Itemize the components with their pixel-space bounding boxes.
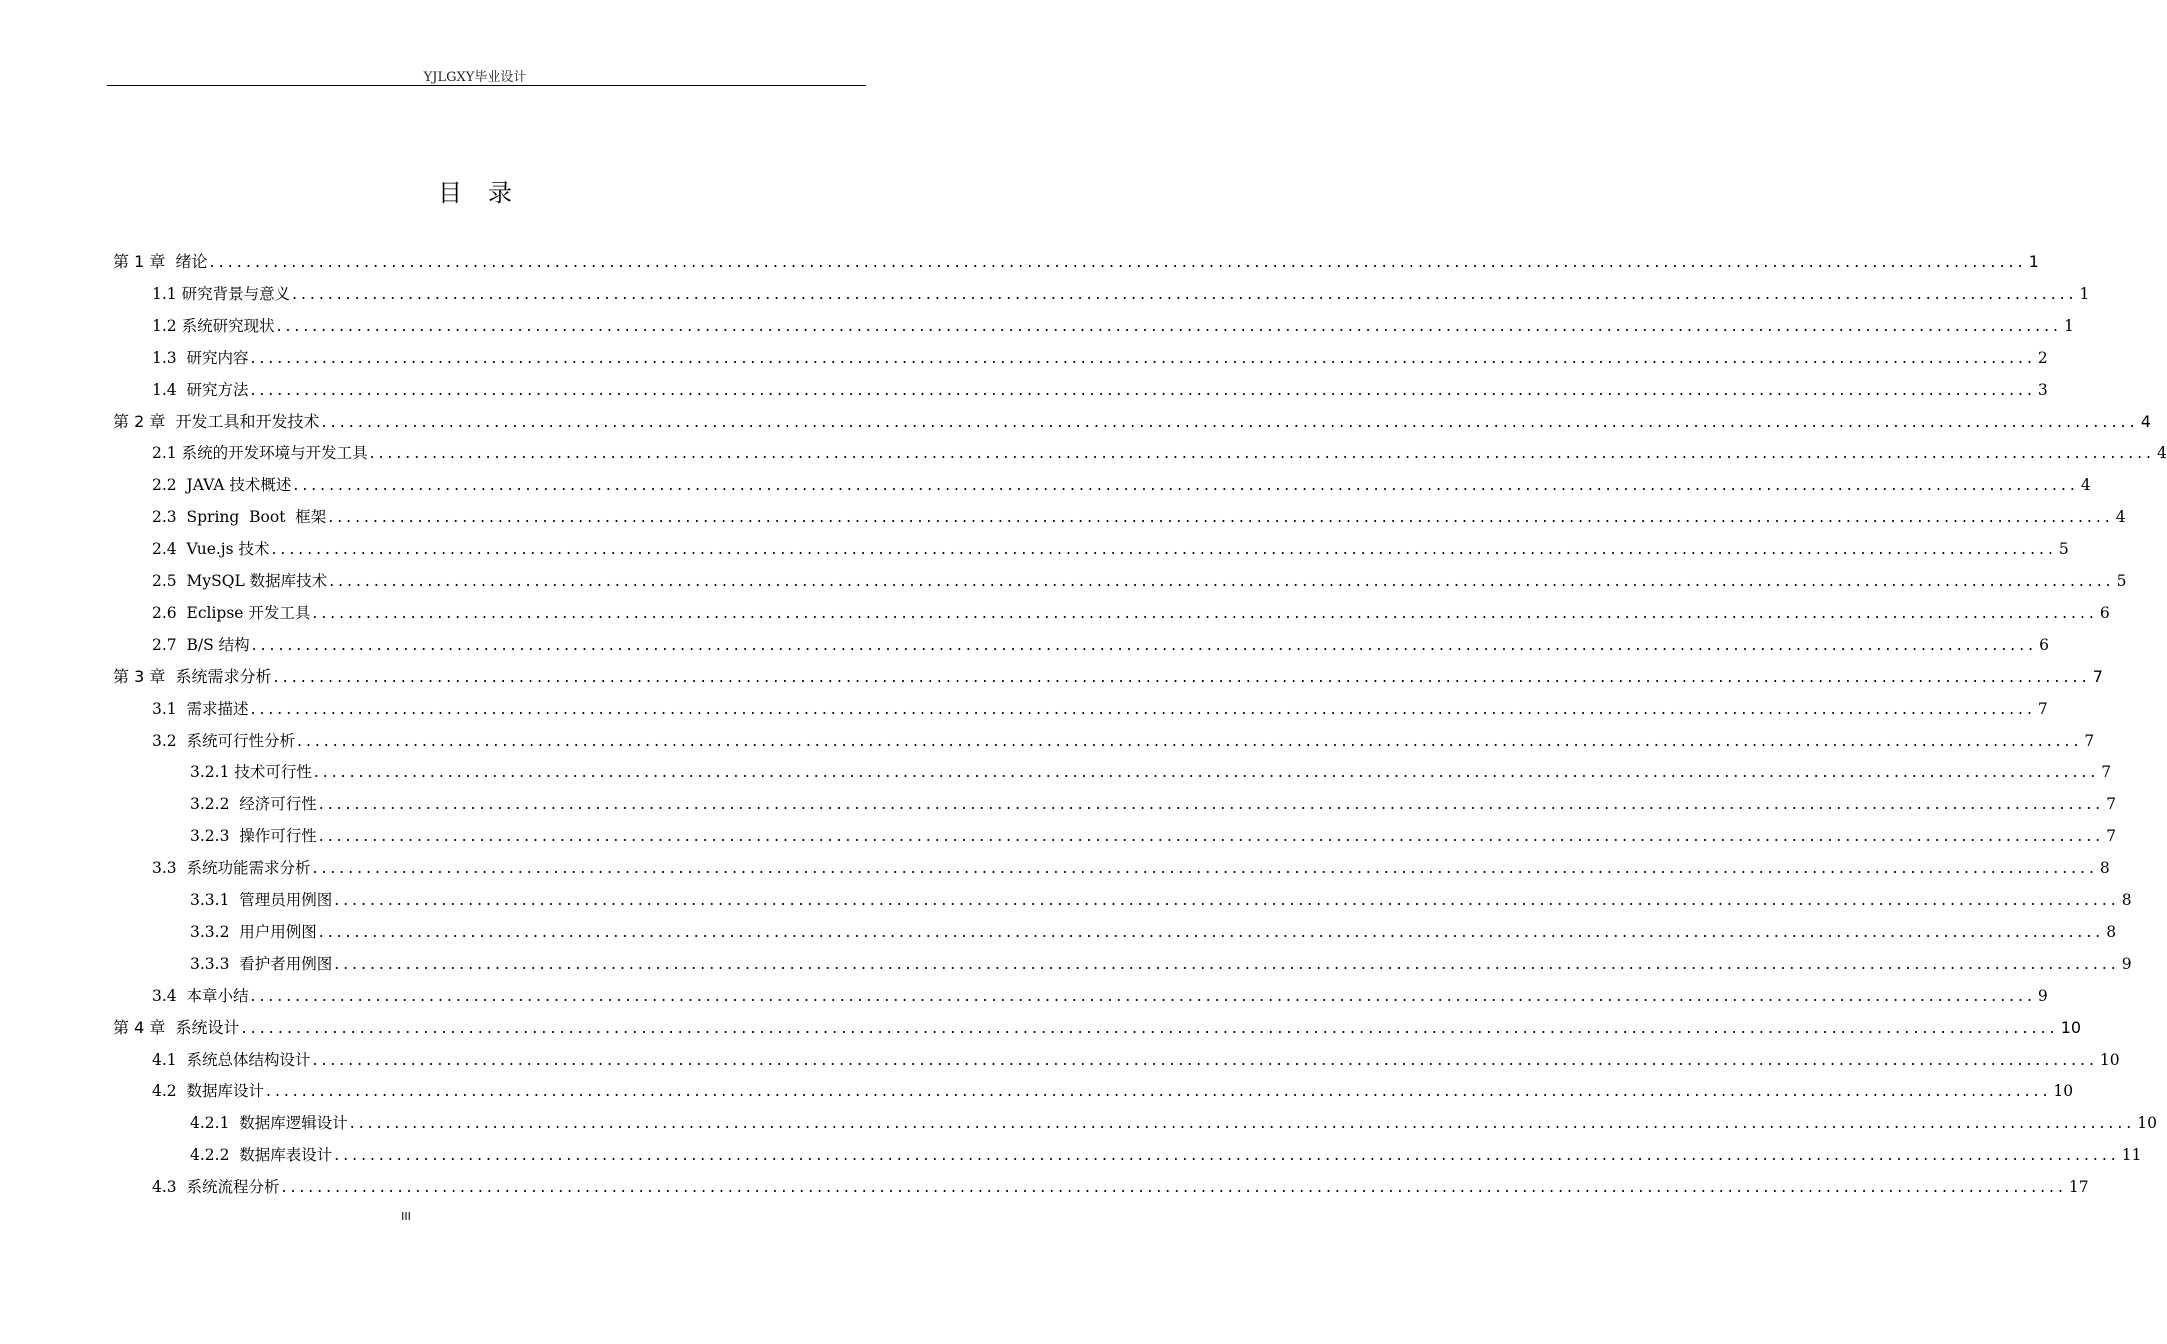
toc-leader-dots: ........................................................................................................................................................................................................ xyxy=(250,348,2036,367)
toc-entry-page: 10 xyxy=(2099,1050,2120,1069)
toc-entry[interactable] xyxy=(113,1010,2082,1040)
toc-leader-dots: ........................................................................................................................................................................................................ xyxy=(318,795,2105,814)
toc-entry-label: 3.2 系统可行性分析 xyxy=(152,731,296,750)
toc-leader-dots: ........................................................................................................................................................................................................ xyxy=(271,540,2057,559)
toc-entry-label: 3.3.3 看护者用例图 xyxy=(190,954,333,973)
toc-entry[interactable] xyxy=(152,340,2048,370)
toc-leader-dots: ........................................................................................................................................................................................................ xyxy=(250,380,2036,399)
toc-entry-page: 7 xyxy=(2092,666,2103,686)
toc-entry-label: 3.2.3 操作可行性 xyxy=(190,827,317,846)
toc-entry-page: 4 xyxy=(2080,476,2091,495)
toc-entry-label: 2.1 系统的开发环境与开发工具 xyxy=(152,444,368,463)
toc-leader-dots: ........................................................................................................................................................................................................ xyxy=(251,635,2038,654)
toc-entry-label: 4.1 系统总体结构设计 xyxy=(152,1050,311,1069)
toc-entry-page: 9 xyxy=(2037,986,2048,1005)
toc-leader-dots: ........................................................................................................................................................................................................ xyxy=(312,859,2098,878)
toc-leader-dots: ........................................................................................................................................................................................................ xyxy=(328,508,2114,527)
toc-entry[interactable] xyxy=(152,850,2110,880)
toc-entry-page: 11 xyxy=(2121,1146,2142,1165)
toc-entry-page: 8 xyxy=(2099,859,2110,878)
toc-entry[interactable] xyxy=(113,244,2039,274)
toc-entry-page: 6 xyxy=(2039,635,2049,654)
toc-entry-label: 4.2 数据库设计 xyxy=(152,1082,265,1101)
toc-entry[interactable] xyxy=(190,818,2117,848)
toc-entry-page: 9 xyxy=(2121,954,2132,973)
toc-entry-page: 10 xyxy=(2137,1114,2157,1133)
toc-entry-label: 第 4 章 系统设计 xyxy=(113,1017,240,1037)
toc-entry[interactable] xyxy=(152,1042,2120,1072)
toc-title xyxy=(0,178,950,208)
toc-leader-dots: ........................................................................................................................................................................................................ xyxy=(209,252,2027,271)
toc-leader-dots: ........................................................................................................................................................................................................ xyxy=(329,572,2115,590)
toc-entry-label: 3.2.1 技术可行性 xyxy=(190,763,312,782)
toc-entry-page: 1 xyxy=(2028,252,2039,271)
toc-entry-label: 2.6 Eclipse 开发工具 xyxy=(152,603,311,622)
toc-entry-page: 7 xyxy=(2106,827,2117,846)
toc-entry-page: 10 xyxy=(2060,1017,2082,1037)
toc-entry-label: 1.1 研究背景与意义 xyxy=(152,284,291,303)
toc-entry[interactable] xyxy=(152,978,2048,1008)
toc-entry-label: 4.2.2 数据库表设计 xyxy=(190,1146,333,1165)
toc-leader-dots: ........................................................................................................................................................................................................ xyxy=(321,411,2139,431)
toc-leader-dots: ........................................................................................................................................................................................................ xyxy=(334,1146,2120,1165)
toc-entry-label: 3.3.1 管理员用例图 xyxy=(190,891,333,909)
toc-entry-page: 3 xyxy=(2037,380,2048,399)
toc-entry[interactable] xyxy=(152,308,2074,338)
toc-entry-label: 3.1 需求描述 xyxy=(152,699,249,718)
toc-leader-dots: ........................................................................................................................................................................................................ xyxy=(250,699,2036,718)
toc-entry[interactable] xyxy=(190,1105,2157,1135)
toc-entry[interactable] xyxy=(152,276,2090,306)
toc-entry-label: 第 2 章 开发工具和开发技术 xyxy=(113,411,320,431)
toc-entry-label: 2.7 B/S 结构 xyxy=(152,635,250,654)
toc-leader-dots: ........................................................................................................................................................................................................ xyxy=(273,666,2091,686)
toc-leader-dots: ........................................................................................................................................................................................................ xyxy=(292,284,2078,303)
toc-entry-page: 10 xyxy=(2053,1082,2074,1101)
toc-entry[interactable] xyxy=(152,1169,2089,1199)
toc-entry-page: 7 xyxy=(2084,731,2095,750)
toc-entry-label: 1.2 系统研究现状 xyxy=(152,316,275,335)
toc-leader-dots: ........................................................................................................................................................................................................ xyxy=(318,922,2105,941)
toc-entry[interactable] xyxy=(152,467,2091,497)
footer-page-number: III xyxy=(401,1210,411,1223)
toc-leader-dots: ........................................................................................................................................................................................................ xyxy=(276,316,2062,335)
toc-entry-label: 2.3 Spring Boot 框架 xyxy=(152,508,327,527)
toc-entry-page: 7 xyxy=(2101,763,2112,782)
toc-entry[interactable] xyxy=(152,372,2048,402)
toc-leader-dots: ........................................................................................................................................................................................................ xyxy=(312,1050,2098,1069)
toc-entry-page: 8 xyxy=(2106,922,2117,941)
toc-entry-label: 3.3 系统功能需求分析 xyxy=(152,859,311,878)
toc-entry-label: 1.4 研究方法 xyxy=(152,380,249,399)
toc-entry-page: 4 xyxy=(2115,508,2126,527)
toc-entry-page: 5 xyxy=(2058,540,2069,559)
toc-entry[interactable] xyxy=(152,499,2126,529)
toc-entry-label: 1.3 研究内容 xyxy=(152,348,249,367)
toc-entry-label: 4.3 系统流程分析 xyxy=(152,1178,280,1197)
toc-leader-dots: ........................................................................................................................................................................................................ xyxy=(334,891,2120,909)
toc-leader-dots: ........................................................................................................................................................................................................ xyxy=(266,1082,2052,1101)
toc-leader-dots: ........................................................................................................................................................................................................ xyxy=(312,603,2098,622)
toc-entry-label: 2.5 MySQL 数据库技术 xyxy=(152,572,328,590)
toc-leader-dots: ........................................................................................................................................................................................................ xyxy=(250,986,2036,1005)
toc-leader-dots: ........................................................................................................................................................................................................ xyxy=(297,731,2083,750)
toc-entry-page: 6 xyxy=(2099,603,2110,622)
toc-entry[interactable] xyxy=(152,723,2095,753)
toc-entry-label: 2.4 Vue.js 技术 xyxy=(152,540,270,559)
toc-leader-dots: ........................................................................................................................................................................................................ xyxy=(293,476,2079,495)
toc-entry-page: 7 xyxy=(2037,699,2048,718)
toc-entry-page: 4 xyxy=(2156,444,2167,463)
toc-leader-dots: ........................................................................................................................................................................................................ xyxy=(241,1017,2059,1037)
toc-entry[interactable] xyxy=(152,1073,2074,1103)
toc-entry[interactable] xyxy=(190,786,2117,816)
toc-entry[interactable] xyxy=(190,1137,2142,1167)
toc-title-part1: 目 xyxy=(438,179,462,207)
toc-leader-dots: ........................................................................................................................................................................................................ xyxy=(318,827,2105,846)
toc-entry-page: 5 xyxy=(2116,572,2127,590)
toc-entry[interactable] xyxy=(190,914,2117,944)
toc-entry-label: 第 1 章 绪论 xyxy=(113,252,208,271)
toc-entry-page: 1 xyxy=(2079,284,2090,303)
toc-entry-label: 4.2.1 数据库逻辑设计 xyxy=(190,1114,348,1133)
toc-entry-label: 3.3.2 用户用例图 xyxy=(190,922,317,941)
toc-leader-dots: ........................................................................................................................................................................................................ xyxy=(369,444,2155,463)
toc-entry[interactable] xyxy=(190,882,2132,912)
toc-entry[interactable] xyxy=(152,435,2167,465)
toc-entry-label: 2.2 JAVA 技术概述 xyxy=(152,476,292,495)
header-rule xyxy=(107,85,866,86)
toc-entry[interactable] xyxy=(190,754,2112,784)
toc-title-part2: 录 xyxy=(488,179,512,207)
toc-entry-page: 7 xyxy=(2106,795,2117,814)
toc-entry-label: 3.4 本章小结 xyxy=(152,986,249,1005)
toc-leader-dots: ........................................................................................................................................................................................................ xyxy=(334,954,2120,973)
toc-entry-page: 17 xyxy=(2068,1178,2089,1197)
toc-entry-page: 8 xyxy=(2121,891,2132,909)
toc-entry[interactable] xyxy=(152,595,2110,625)
toc-entry[interactable] xyxy=(113,404,2151,434)
toc-entry-page: 4 xyxy=(2140,411,2151,431)
page-header-text: YJLGXY毕业设计 xyxy=(423,70,527,85)
toc-entry-page: 1 xyxy=(2063,316,2074,335)
toc-leader-dots: ........................................................................................................................................................................................................ xyxy=(281,1178,2067,1197)
toc-entry[interactable] xyxy=(152,531,2069,561)
toc-leader-dots: ........................................................................................................................................................................................................ xyxy=(313,763,2100,782)
toc-entry[interactable] xyxy=(190,946,2132,976)
toc-entry[interactable] xyxy=(152,691,2048,721)
toc-entry[interactable] xyxy=(152,563,2127,593)
toc-entry[interactable] xyxy=(113,659,2103,689)
toc-entry[interactable] xyxy=(152,627,2049,657)
toc-leader-dots: ........................................................................................................................................................................................................ xyxy=(349,1114,2136,1133)
toc-entry-label: 3.2.2 经济可行性 xyxy=(190,795,317,814)
toc-entry-label: 第 3 章 系统需求分析 xyxy=(113,666,272,686)
toc-entry-page: 2 xyxy=(2037,348,2048,367)
